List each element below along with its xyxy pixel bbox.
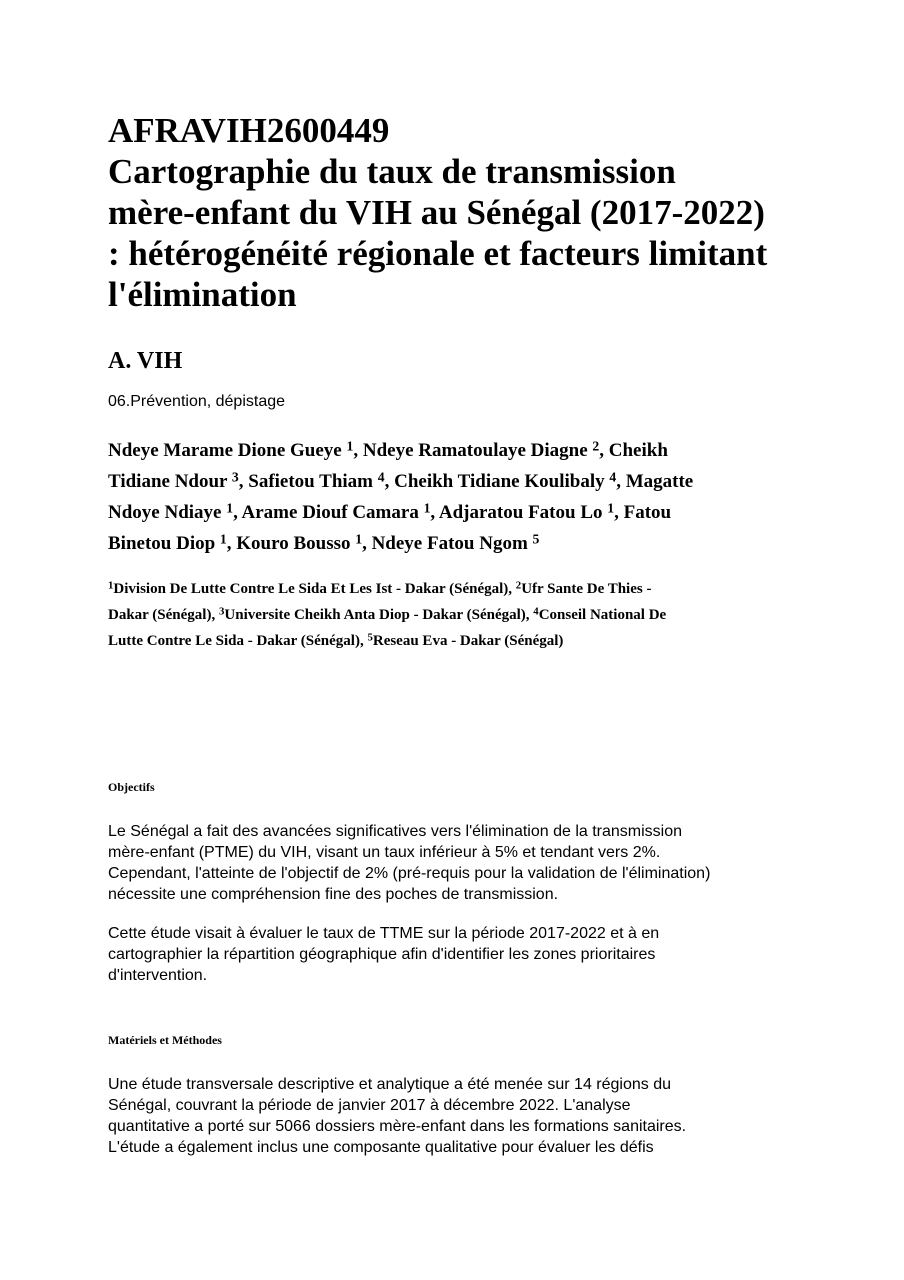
author-list	[108, 435, 798, 559]
abstract-code: AFRAVIH2600449	[108, 111, 390, 150]
topic-label: 06.Prévention, dépistage	[108, 393, 286, 410]
affiliation-line: Lutte Contre Le Sida - Dakar (Sénégal), $^5$Reseau Eva - Dakar (Sénégal)	[108, 631, 564, 649]
affiliation-line: $^1$Division De Lutte Contre Le Sida Et Les Ist - Dakar (Sénégal), $^2$Ufr Sante De Thies -	[108, 579, 652, 597]
author-line: Tidiane Ndour $^3$, Safietou Thiam $^4$, Cheikh Tidiane Koulibaly $^4$, Magatte	[108, 469, 694, 492]
author-line: Ndoye Ndiaye $^1$, Arame Diouf Camara $^1$, Adjaratou Fatou Lo $^1$, Fatou	[108, 500, 672, 523]
section-heading: A. VIH	[108, 348, 183, 374]
author-line: Ndeye Marame Dione Gueye $^1$, Ndeye Ramatoulaye Diagne $^2$, Cheikh	[108, 438, 668, 461]
title-line: l'élimination	[108, 275, 297, 314]
title-line: : hétérogénéité régionale et facteurs limitant	[108, 234, 768, 273]
title-line: mère-enfant du VIH au Sénégal (2017-2022)	[108, 193, 765, 232]
methodes-paragraph-1: Une étude transversale descriptive et analytique a été menée sur 14 régions du Sénégal, couvrant la période de janvier 2017 à décembre 2022. L'analyse quantitative a porté sur 5066 dossiers mère-enfant dans les formations sanitaires. L'étude a également inclus une composante qualitative pour évaluer les défis	[108, 1076, 687, 1156]
methodes-heading: Matériels et Méthodes	[108, 1033, 222, 1047]
author-line: Binetou Diop $^1$, Kouro Bousso $^1$, Ndeye Fatou Ngom $^5$	[108, 531, 540, 554]
objectifs-paragraph-2: Cette étude visait à évaluer le taux de TTME sur la période 2017-2022 et à en cartographier la répartition géographique afin d'identifier les zones prioritaires d'intervention.	[108, 925, 660, 984]
title-line: Cartographie du taux de transmission	[108, 152, 676, 191]
affiliation-list	[108, 576, 798, 654]
affiliation-line: Dakar (Sénégal), $^3$Universite Cheikh Anta Diop - Dakar (Sénégal), $^4$Conseil National De	[108, 605, 667, 623]
objectifs-paragraph-1: Le Sénégal a fait des avancées significatives vers l'élimination de la transmission mère-enfant (PTME) du VIH, visant un taux inférieur à 5% et tendant vers 2%. Cependant, l'atteinte de l'objectif de 2% (pré-requis pour la validation de l'élimination) nécessite une compréhension fine des poches de transmission.	[108, 823, 711, 903]
objectifs-heading: Objectifs	[108, 780, 155, 794]
abstract-title	[108, 110, 798, 315]
